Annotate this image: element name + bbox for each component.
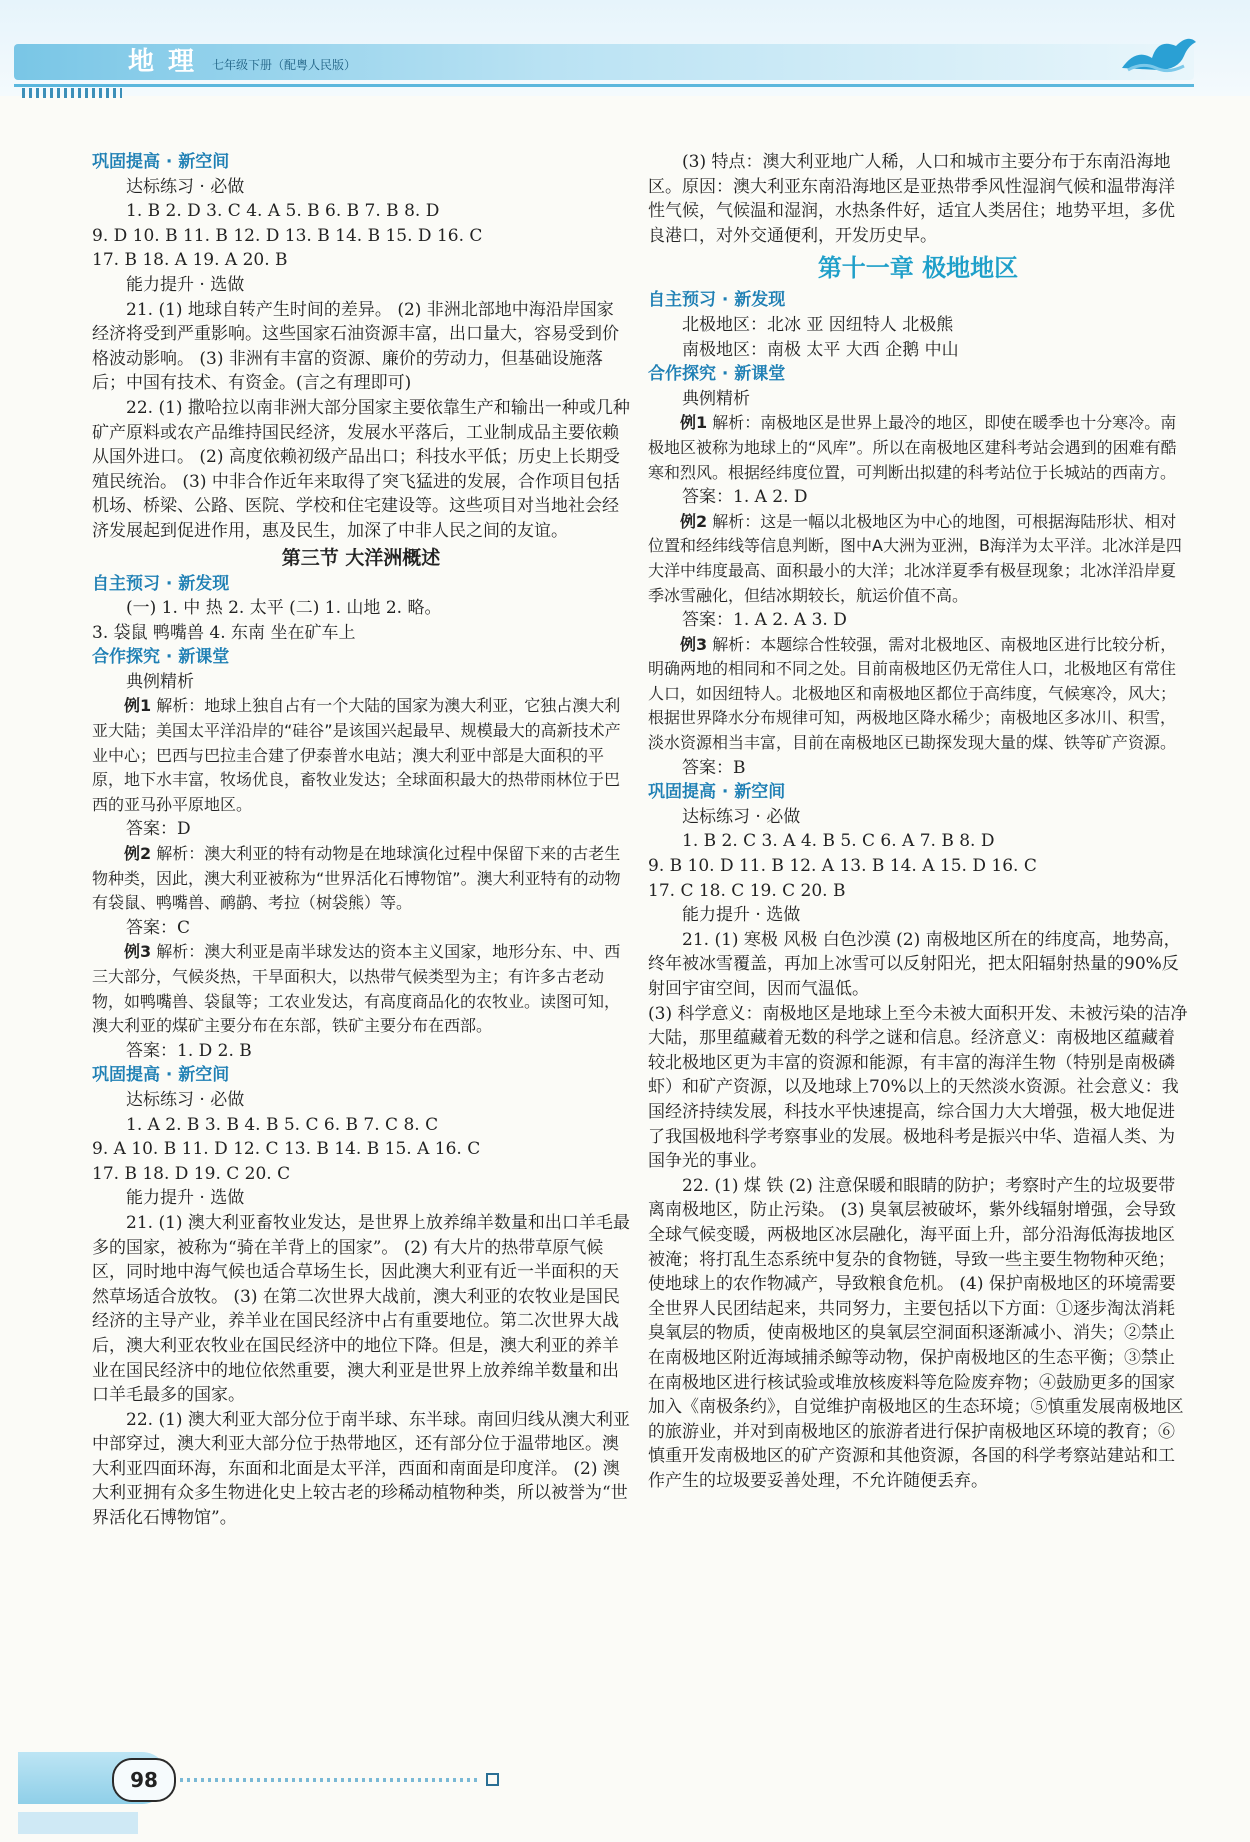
section-heading: 巩固提高 · 新空间 xyxy=(92,1065,230,1086)
example-analysis xyxy=(92,694,630,817)
answer-paragraph: 21. (1) 寒极 风极 白色沙漠 (2) 南极地区所在的纬度高，地势高，终年被冰雪覆盖，再加上冰雪可以反射阳光，把太阳辐射热量的90%反射回宇宙空间，因而气温低。 xyxy=(648,929,1181,999)
example-text: 解析：南极地区是世界上最冷的地区，即使在暖季也十分寒冷。南极地区被称为地球上的“风库”。所以在南极地区建科考站会遇到的困难有酷寒和烈风。根据经纬度位置，可判断出拟建的科考站位于长城站的西南方。 xyxy=(648,413,1177,482)
text-line: 9. D 10. B 11. B 12. D 13. B 14. B 15. D 16. C xyxy=(92,225,483,246)
chapter-title: 第十一章 极地地区 xyxy=(817,254,1019,283)
answer-line: 答案：D xyxy=(126,819,191,840)
footer-square-icon xyxy=(486,1773,499,1786)
answer-paragraph: 22. (1) 煤 铁 (2) 注意保暖和眼睛的防护；考察时产生的垃圾要带离南极地区，防止污染。 (3) 臭氧层被破坏，紫外线辐射增强，会导致全球气候变暖，两极地区冰层融化，海平面上升，部分沿海低海拔地区被淹；将打乱生态系统中复杂的食物链，导致一些主要生物物种灭绝；使地球上的农作物减产，导致粮食危机。 (4) 保护南极地区的环境需要全世界人民团结起来，共同努力，主要包括以下方面：①逐步淘汰消耗臭氧层的物质，使南极地区的臭氧层空洞面积逐渐减小、消失；②禁止在南极地区附近海域捕杀鲸等动物，保护南极地区的生态平衡；③禁止在南极地区进行核试验或堆放核废料等危险废弃物；④鼓励更多的国家加入《南极条约》，自觉维护南极地区的生态环境；⑤慎重发展南极地区的旅游业，并对到南极地区的旅游者进行保护南极地区环境的教育；⑥慎重开发南极地区的矿产资源和其他资源，各国的科学考察站建站和工作产生的垃圾要妥善处理，不允许随便丢弃。 xyxy=(648,1175,1184,1491)
answer-paragraph: 21. (1) 澳大利亚畜牧业发达，是世界上放养绵羊数量和出口羊毛最多的国家，被称为“骑在羊背上的国家”。 (2) 有大片的热带草原气候区，同时地中海气候也适合草场生长，因此澳大利亚有近一半面积的天然草场适合放牧。 (3) 在第二次世界大战前，澳大利亚的农牧业是国民经济的主导产业，养羊业在国民经济中占有重要地位。第二次世界大战后，澳大利亚农牧业在国民经济中的地位下降。但是，澳大利亚的养羊业在国民经济中的地位依然重要，澳大利亚是世界上放养绵羊数量和出口羊毛最多的国家。 xyxy=(92,1212,630,1406)
section-heading: 合作探究 · 新课堂 xyxy=(648,364,786,385)
answer-line: 1. B 2. C 3. A 4. B 5. C 6. A 7. B 8. D xyxy=(682,831,995,852)
answer-line: 1. B 2. D 3. C 4. A 5. B 6. B 7. B 8. D xyxy=(126,201,440,222)
answer-line: 答案：1. A 2. D xyxy=(682,487,808,508)
text-line: (3) 科学意义：南极地区是地球上至今未被大面积开发、未被污染的洁净大陆，那里蕴藏着无数的科学之谜和信息。经济意义：南极地区蕴藏着较北极地区更为丰富的资源和能源，有丰富的海洋生物（特别是南极磷虾）和矿产资源，以及地球上70%以上的天然淡水资源。社会意义：我国经济持续发展，科技水平快速提高，综合国力大大增强，极大地促进了我国极地科学考察事业的发展。极地科考是振兴中华、造福人类、为国争光的事业。 xyxy=(648,1003,1188,1172)
example-analysis xyxy=(648,510,1188,608)
example-analysis xyxy=(92,842,630,916)
cloud-wave-icon xyxy=(1118,28,1198,78)
text-line: 9. A 10. B 11. D 12. C 13. B 14. B 15. A 16. C xyxy=(92,1139,481,1160)
example-analysis xyxy=(92,940,630,1038)
header-ticks xyxy=(22,88,122,98)
subsection-heading: 能力提升 · 选做 xyxy=(682,905,801,926)
section-heading: 合作探究 · 新课堂 xyxy=(92,647,230,668)
page-number: 98 xyxy=(112,1758,176,1802)
answer-paragraph: (3) 特点：澳大利亚地广人稀，人口和城市主要分布于东南沿海地区。原因：澳大利亚东南沿海地区是亚热带季风性湿润气候和温带海洋性气候，气候温和湿润，水热条件好，适宜人类居住；地势平坦，多优良港口，对外交通便利，开发历史早。 xyxy=(648,152,1175,246)
text-line: 17. C 18. C 19. C 20. B xyxy=(648,880,846,901)
section-heading: 巩固提高 · 新空间 xyxy=(648,782,786,803)
text-line: 17. B 18. A 19. A 20. B xyxy=(92,250,288,271)
example-label: 例2 xyxy=(680,511,708,531)
subsection-heading: 能力提升 · 选做 xyxy=(126,274,245,295)
answer-line: 南极地区：南极 太平 大西 企鹅 中山 xyxy=(682,339,959,360)
subsection-heading: 达标练习 · 必做 xyxy=(126,1089,245,1110)
subsection-heading: 达标练习 · 必做 xyxy=(682,806,801,827)
example-label: 例3 xyxy=(680,634,708,654)
answer-line: 答案：C xyxy=(126,917,191,938)
example-label: 例2 xyxy=(124,844,152,864)
answer-line: 答案：1. A 2. A 3. D xyxy=(682,610,847,631)
section-title: 第三节 大洋洲概述 xyxy=(281,546,441,569)
example-text: 解析：澳大利亚是南半球发达的资本主义国家，地形分东、中、西三大部分，气候炎热，干旱面积大，以热带气候类型为主；有许多古老动物，如鸭嘴兽、袋鼠等；工农业发达，有高度商品化的农牧业。读图可知，澳大利亚的煤矿主要分布在东部，铁矿主要分布在西部。 xyxy=(92,942,621,1036)
header-rule xyxy=(14,84,1194,87)
answer-paragraph: 22. (1) 澳大利亚大部分位于南半球、东半球。南回归线从澳大利亚中部穿过，澳大利亚大部分位于热带地区，还有部分位于温带地区。澳大利亚四面环海，东面和北面是太平洋，西面和南面是印度洋。 (2) 澳大利亚拥有众多生物进化史上较古老的珍稀动植物种类，所以被誉为“世界活化石博物馆”。 xyxy=(92,1409,630,1529)
section-heading: 巩固提高 · 新空间 xyxy=(92,152,230,172)
example-label: 例1 xyxy=(680,413,708,433)
text-line: 9. B 10. D 11. B 12. A 13. B 14. A 15. D 16. C xyxy=(648,856,1037,877)
section-heading: 自主预习 · 新发现 xyxy=(92,573,230,594)
answer-paragraph: 21. (1) 地球自转产生时间的差异。 (2) 非洲北部地中海沿岸国家经济将受到严重影响。这些国家石油资源丰富，出口量大，容易受到价格波动影响。 (3) 非洲有丰富的资源、廉价的劳动力，但基础设施落后；中国有技术、有资金。(言之有理即可) xyxy=(92,299,619,394)
answer-paragraph: 22. (1) 撒哈拉以南非洲大部分国家主要依靠生产和输出一种或几种矿产原料或农产品维持国民经济，发展水平落后，工业制成品主要依赖从国外进口。 (2) 高度依赖初级产品出口；科技水平低；历史上长期受殖民统治。 (3) 中非合作近年来取得了突飞猛进的发展，合作项目包括机场、桥梁、公路、医院、学校和住宅建设等。这些项目对当地社会经济发展起到促进作用，惠及民生，加深了中非人民之间的友谊。 xyxy=(92,397,630,541)
answer-line: 北极地区：北冰 亚 因纽特人 北极熊 xyxy=(682,314,954,335)
subsection-heading: 典例精析 xyxy=(682,388,750,409)
page-header xyxy=(0,0,1250,96)
book-title: 地理 xyxy=(128,47,209,77)
answer-line: 答案：1. D 2. B xyxy=(126,1040,252,1061)
section-heading: 自主预习 · 新发现 xyxy=(648,290,786,311)
example-text: 解析：这是一幅以北极地区为中心的地图，可根据海陆形状、相对位置和经纬线等信息判断，图中A大洲为亚洲，B海洋为太平洋。北冰洋是四大洋中纬度最高、面积最小的大洋；北冰洋夏季有极昼现象；北冰洋沿岸夏季冰雪融化，但结冰期较长，航运价值不高。 xyxy=(648,511,1182,605)
subsection-heading: 达标练习 · 必做 xyxy=(126,176,245,197)
subsection-heading: 能力提升 · 选做 xyxy=(126,1188,245,1209)
example-text: 解析：本题综合性较强，需对北极地区、南极地区进行比较分析，明确两地的相同和不同之处。目前南极地区仍无常住人口，北极地区有常住人口，如因纽特人。北极地区和南极地区都位于高纬度，气候寒冷，风大；根据世界降水分布规律可知，两极地区降水稀少；南极地区多冰川、积雪，淡水资源相当丰富，目前在南极地区已勘探发现大量的煤、铁等矿产资源。 xyxy=(648,634,1177,753)
text-line: 3. 袋鼠 鸭嘴兽 4. 东南 坐在矿车上 xyxy=(92,622,356,643)
footer-strip xyxy=(18,1812,138,1834)
left-column xyxy=(92,150,630,1531)
example-analysis xyxy=(648,411,1188,485)
example-text: 解析：澳大利亚的特有动物是在地球演化过程中保留下来的古老生物种类，因此，澳大利亚被称为“世界活化石博物馆”。澳大利亚特有的动物有袋鼠、鸭嘴兽、鸸鹋、考拉（树袋熊）等。 xyxy=(92,844,621,913)
answer-line: (一) 1. 中 热 2. 太平 (二) 1. 山地 2. 略。 xyxy=(126,598,442,619)
subsection-heading: 典例精析 xyxy=(126,671,194,692)
answer-line: 答案：B xyxy=(682,757,746,778)
text-line: 17. B 18. D 19. C 20. C xyxy=(92,1163,291,1184)
example-text: 解析：地球上独自占有一个大陆的国家为澳大利亚，它独占澳大利亚大陆；美国太平洋沿岸的“硅谷”是该国兴起最早、规模最大的高新技术产业中心；巴西与巴拉圭合建了伊泰普水电站；澳大利亚中部是大面积的平原，地下水丰富，牧场优良，畜牧业发达；全球面积最大的热带雨林位于巴西的亚马孙平原地区。 xyxy=(92,696,621,814)
example-analysis xyxy=(648,633,1188,756)
page-footer xyxy=(0,1752,1250,1842)
answer-line: 1. A 2. B 3. B 4. B 5. C 6. B 7. C 8. C xyxy=(126,1114,439,1135)
example-label: 例1 xyxy=(124,696,152,716)
example-label: 例3 xyxy=(124,942,152,962)
right-column xyxy=(648,150,1188,1493)
book-subtitle: 七年级下册（配粤人民版） xyxy=(212,58,357,72)
footer-dots xyxy=(180,1778,480,1782)
